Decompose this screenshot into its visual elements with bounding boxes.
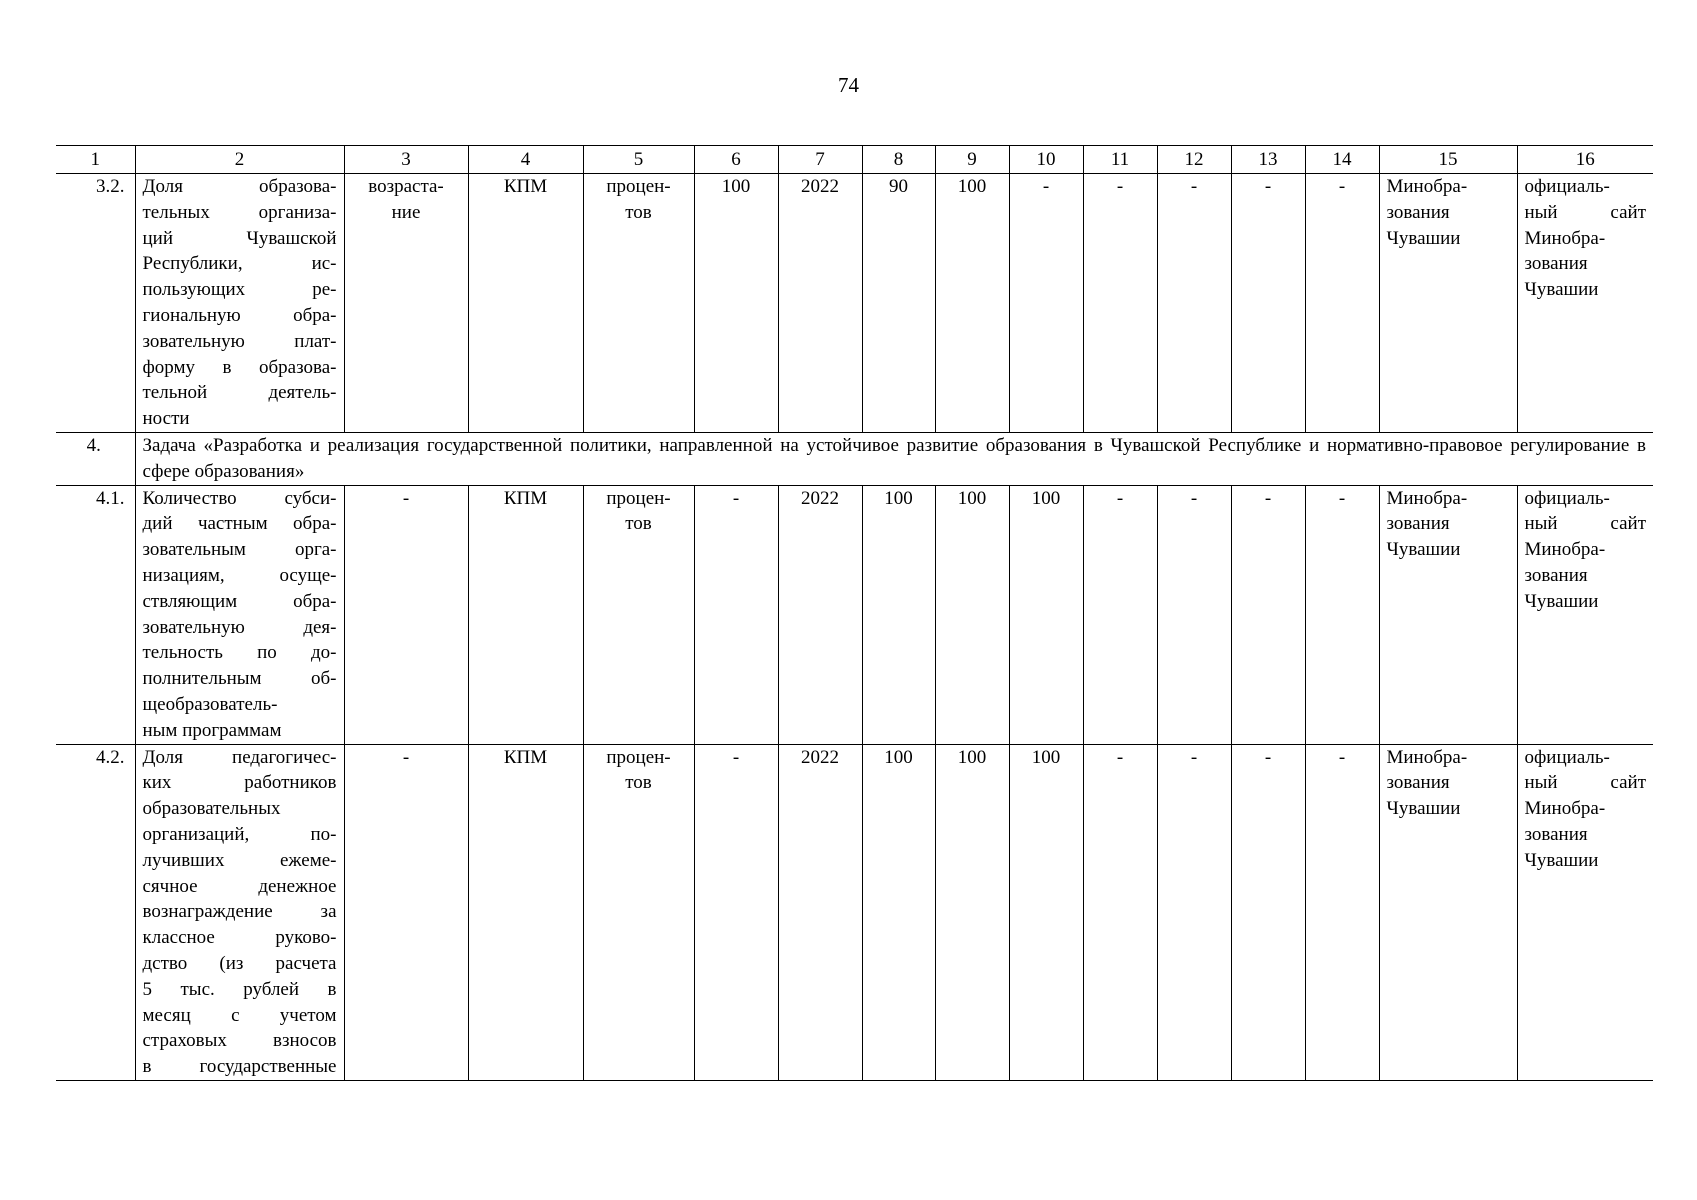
header-cell: 9 <box>935 146 1009 174</box>
type-cell: КПМ <box>468 744 583 1080</box>
value-cell: 100 <box>935 174 1009 433</box>
header-cell: 5 <box>583 146 694 174</box>
value-cell: 90 <box>862 174 935 433</box>
source-line: Чувашии <box>1524 279 1599 301</box>
name-line: ности <box>142 408 190 430</box>
source-line: Чувашии <box>1524 849 1599 871</box>
name-line: лучивших ежеме- <box>142 849 337 871</box>
value-cell: 100 <box>1009 485 1083 744</box>
name-line: зовательную плат- <box>142 330 337 352</box>
name-line: страховых взносов <box>142 1030 337 1052</box>
name-line: щеобразователь- <box>142 693 278 715</box>
header-cell: 4 <box>468 146 583 174</box>
responsible-line: Чувашии <box>1386 798 1461 820</box>
name-line: организаций, по- <box>142 823 337 845</box>
name-line: Республики, ис- <box>142 253 337 275</box>
value-cell: - <box>1083 485 1157 744</box>
table-row <box>56 485 1653 744</box>
value-cell: 100 <box>1009 744 1083 1080</box>
value-cell: - <box>1157 744 1231 1080</box>
value-cell: - <box>1231 485 1305 744</box>
value-cell: 100 <box>935 744 1009 1080</box>
task-row <box>56 432 1653 485</box>
name-line: зовательным орга- <box>142 539 337 561</box>
source-line: ный сайт <box>1524 513 1646 535</box>
name-line: сячное денежное <box>142 875 337 897</box>
unit-line: процен- <box>606 176 671 197</box>
value-cell: - <box>1157 485 1231 744</box>
unit-line: процен- <box>606 746 671 768</box>
responsible-cell <box>1379 485 1517 744</box>
value-cell: - <box>1083 744 1157 1080</box>
year-cell: 2022 <box>778 744 862 1080</box>
name-line: дство (из расчета <box>142 952 337 974</box>
unit-line: тов <box>625 513 652 535</box>
name-line: Доля педагогичес- <box>142 746 337 768</box>
unit-line: процен- <box>606 487 671 509</box>
name-line: ких работников <box>142 772 337 794</box>
name-line: вознаграждение за <box>142 901 337 923</box>
source-cell <box>1517 485 1653 744</box>
source-cell <box>1517 174 1653 433</box>
year-cell: 2022 <box>778 485 862 744</box>
name-line: зовательную дея- <box>142 616 337 638</box>
header-cell: 7 <box>778 146 862 174</box>
name-line: тельной деятель- <box>142 382 337 404</box>
name-line: дий частным обра- <box>142 513 337 535</box>
row-number: 3.2. <box>56 174 135 433</box>
table-row <box>56 744 1653 1080</box>
name-line: месяц с учетом <box>142 1004 337 1026</box>
value-cell: - <box>1305 485 1379 744</box>
value-cell: 100 <box>694 174 778 433</box>
unit-cell <box>583 485 694 744</box>
name-line: тельных организа- <box>142 201 337 223</box>
type-cell: КПМ <box>468 485 583 744</box>
unit-line: тов <box>625 201 652 223</box>
direction-cell: - <box>344 744 468 1080</box>
header-cell: 12 <box>1157 146 1231 174</box>
direction-cell <box>344 174 468 433</box>
source-line: ный сайт <box>1524 772 1646 794</box>
header-cell: 3 <box>344 146 468 174</box>
name-line: ствляющим обра- <box>142 590 337 612</box>
header-cell: 10 <box>1009 146 1083 174</box>
unit-cell <box>583 174 694 433</box>
task-text: Задача «Разработка и реализация государственной политики, направленной на устойчивое развитие образования в Чувашской Республике и нормативно-правовое регулирование в сфере образования» <box>135 432 1653 485</box>
source-line: зования <box>1524 253 1588 275</box>
source-line: официаль- <box>1524 176 1610 197</box>
value-cell: - <box>1157 174 1231 433</box>
responsible-line: Чувашии <box>1386 227 1461 249</box>
source-line: официаль- <box>1524 487 1610 509</box>
responsible-line: Минобра- <box>1386 176 1468 197</box>
indicators-table <box>56 145 1653 1081</box>
header-cell: 14 <box>1305 146 1379 174</box>
header-cell: 8 <box>862 146 935 174</box>
direction-cell: - <box>344 485 468 744</box>
responsible-line: Минобра- <box>1386 487 1468 509</box>
source-line: зования <box>1524 564 1588 586</box>
year-cell: 2022 <box>778 174 862 433</box>
row-number: 4.1. <box>56 485 135 744</box>
source-line: Минобра- <box>1524 539 1606 561</box>
header-row <box>56 146 1653 174</box>
value-cell: 100 <box>862 744 935 1080</box>
responsible-line: Минобра- <box>1386 746 1468 768</box>
row-number: 4. <box>56 432 135 485</box>
header-cell: 16 <box>1517 146 1653 174</box>
header-cell: 2 <box>135 146 344 174</box>
unit-cell <box>583 744 694 1080</box>
name-line: Количество субси- <box>142 487 337 509</box>
name-line: форму в образова- <box>142 356 337 378</box>
responsible-cell <box>1379 744 1517 1080</box>
responsible-line: зования <box>1386 513 1450 535</box>
responsible-line: зования <box>1386 772 1450 794</box>
header-cell: 6 <box>694 146 778 174</box>
name-line: низациям, осуще- <box>142 564 337 586</box>
value-cell: - <box>1305 174 1379 433</box>
value-cell: - <box>1009 174 1083 433</box>
direction-line: возраста- <box>368 176 444 197</box>
value-cell: - <box>694 744 778 1080</box>
header-cell: 15 <box>1379 146 1517 174</box>
header-cell: 13 <box>1231 146 1305 174</box>
name-line: ций Чувашской <box>142 227 337 249</box>
value-cell: - <box>1231 174 1305 433</box>
value-cell: - <box>1083 174 1157 433</box>
responsible-line: зования <box>1386 201 1450 223</box>
value-cell: 100 <box>862 485 935 744</box>
name-line: классное руково- <box>142 927 337 949</box>
table-row <box>56 174 1653 433</box>
page-number: 74 <box>838 73 859 97</box>
indicator-name <box>135 485 344 744</box>
responsible-line: Чувашии <box>1386 539 1461 561</box>
row-number: 4.2. <box>56 744 135 1080</box>
name-line: ным программам <box>142 719 282 741</box>
name-line: в государственные <box>142 1056 337 1078</box>
indicator-name <box>135 744 344 1080</box>
direction-line: ние <box>391 201 421 223</box>
source-cell <box>1517 744 1653 1080</box>
value-cell: - <box>1231 744 1305 1080</box>
name-line: пользующих ре- <box>142 279 337 301</box>
value-cell: - <box>1305 744 1379 1080</box>
name-line: тельность по до- <box>142 642 337 664</box>
header-cell: 11 <box>1083 146 1157 174</box>
name-line: образовательных <box>142 798 281 820</box>
source-line: Минобра- <box>1524 227 1606 249</box>
source-line: Минобра- <box>1524 798 1606 820</box>
name-line: полнительным об- <box>142 668 337 690</box>
source-line: официаль- <box>1524 746 1610 768</box>
source-line: зования <box>1524 823 1588 845</box>
type-cell: КПМ <box>468 174 583 433</box>
responsible-cell <box>1379 174 1517 433</box>
source-line: ный сайт <box>1524 201 1646 223</box>
header-cell: 1 <box>56 146 135 174</box>
name-line: Доля образова- <box>142 176 337 197</box>
name-line: 5 тыс. рублей в <box>142 978 337 1000</box>
value-cell: - <box>694 485 778 744</box>
indicator-name <box>135 174 344 433</box>
name-line: гиональную обра- <box>142 304 337 326</box>
unit-line: тов <box>625 772 652 794</box>
value-cell: 100 <box>935 485 1009 744</box>
source-line: Чувашии <box>1524 590 1599 612</box>
